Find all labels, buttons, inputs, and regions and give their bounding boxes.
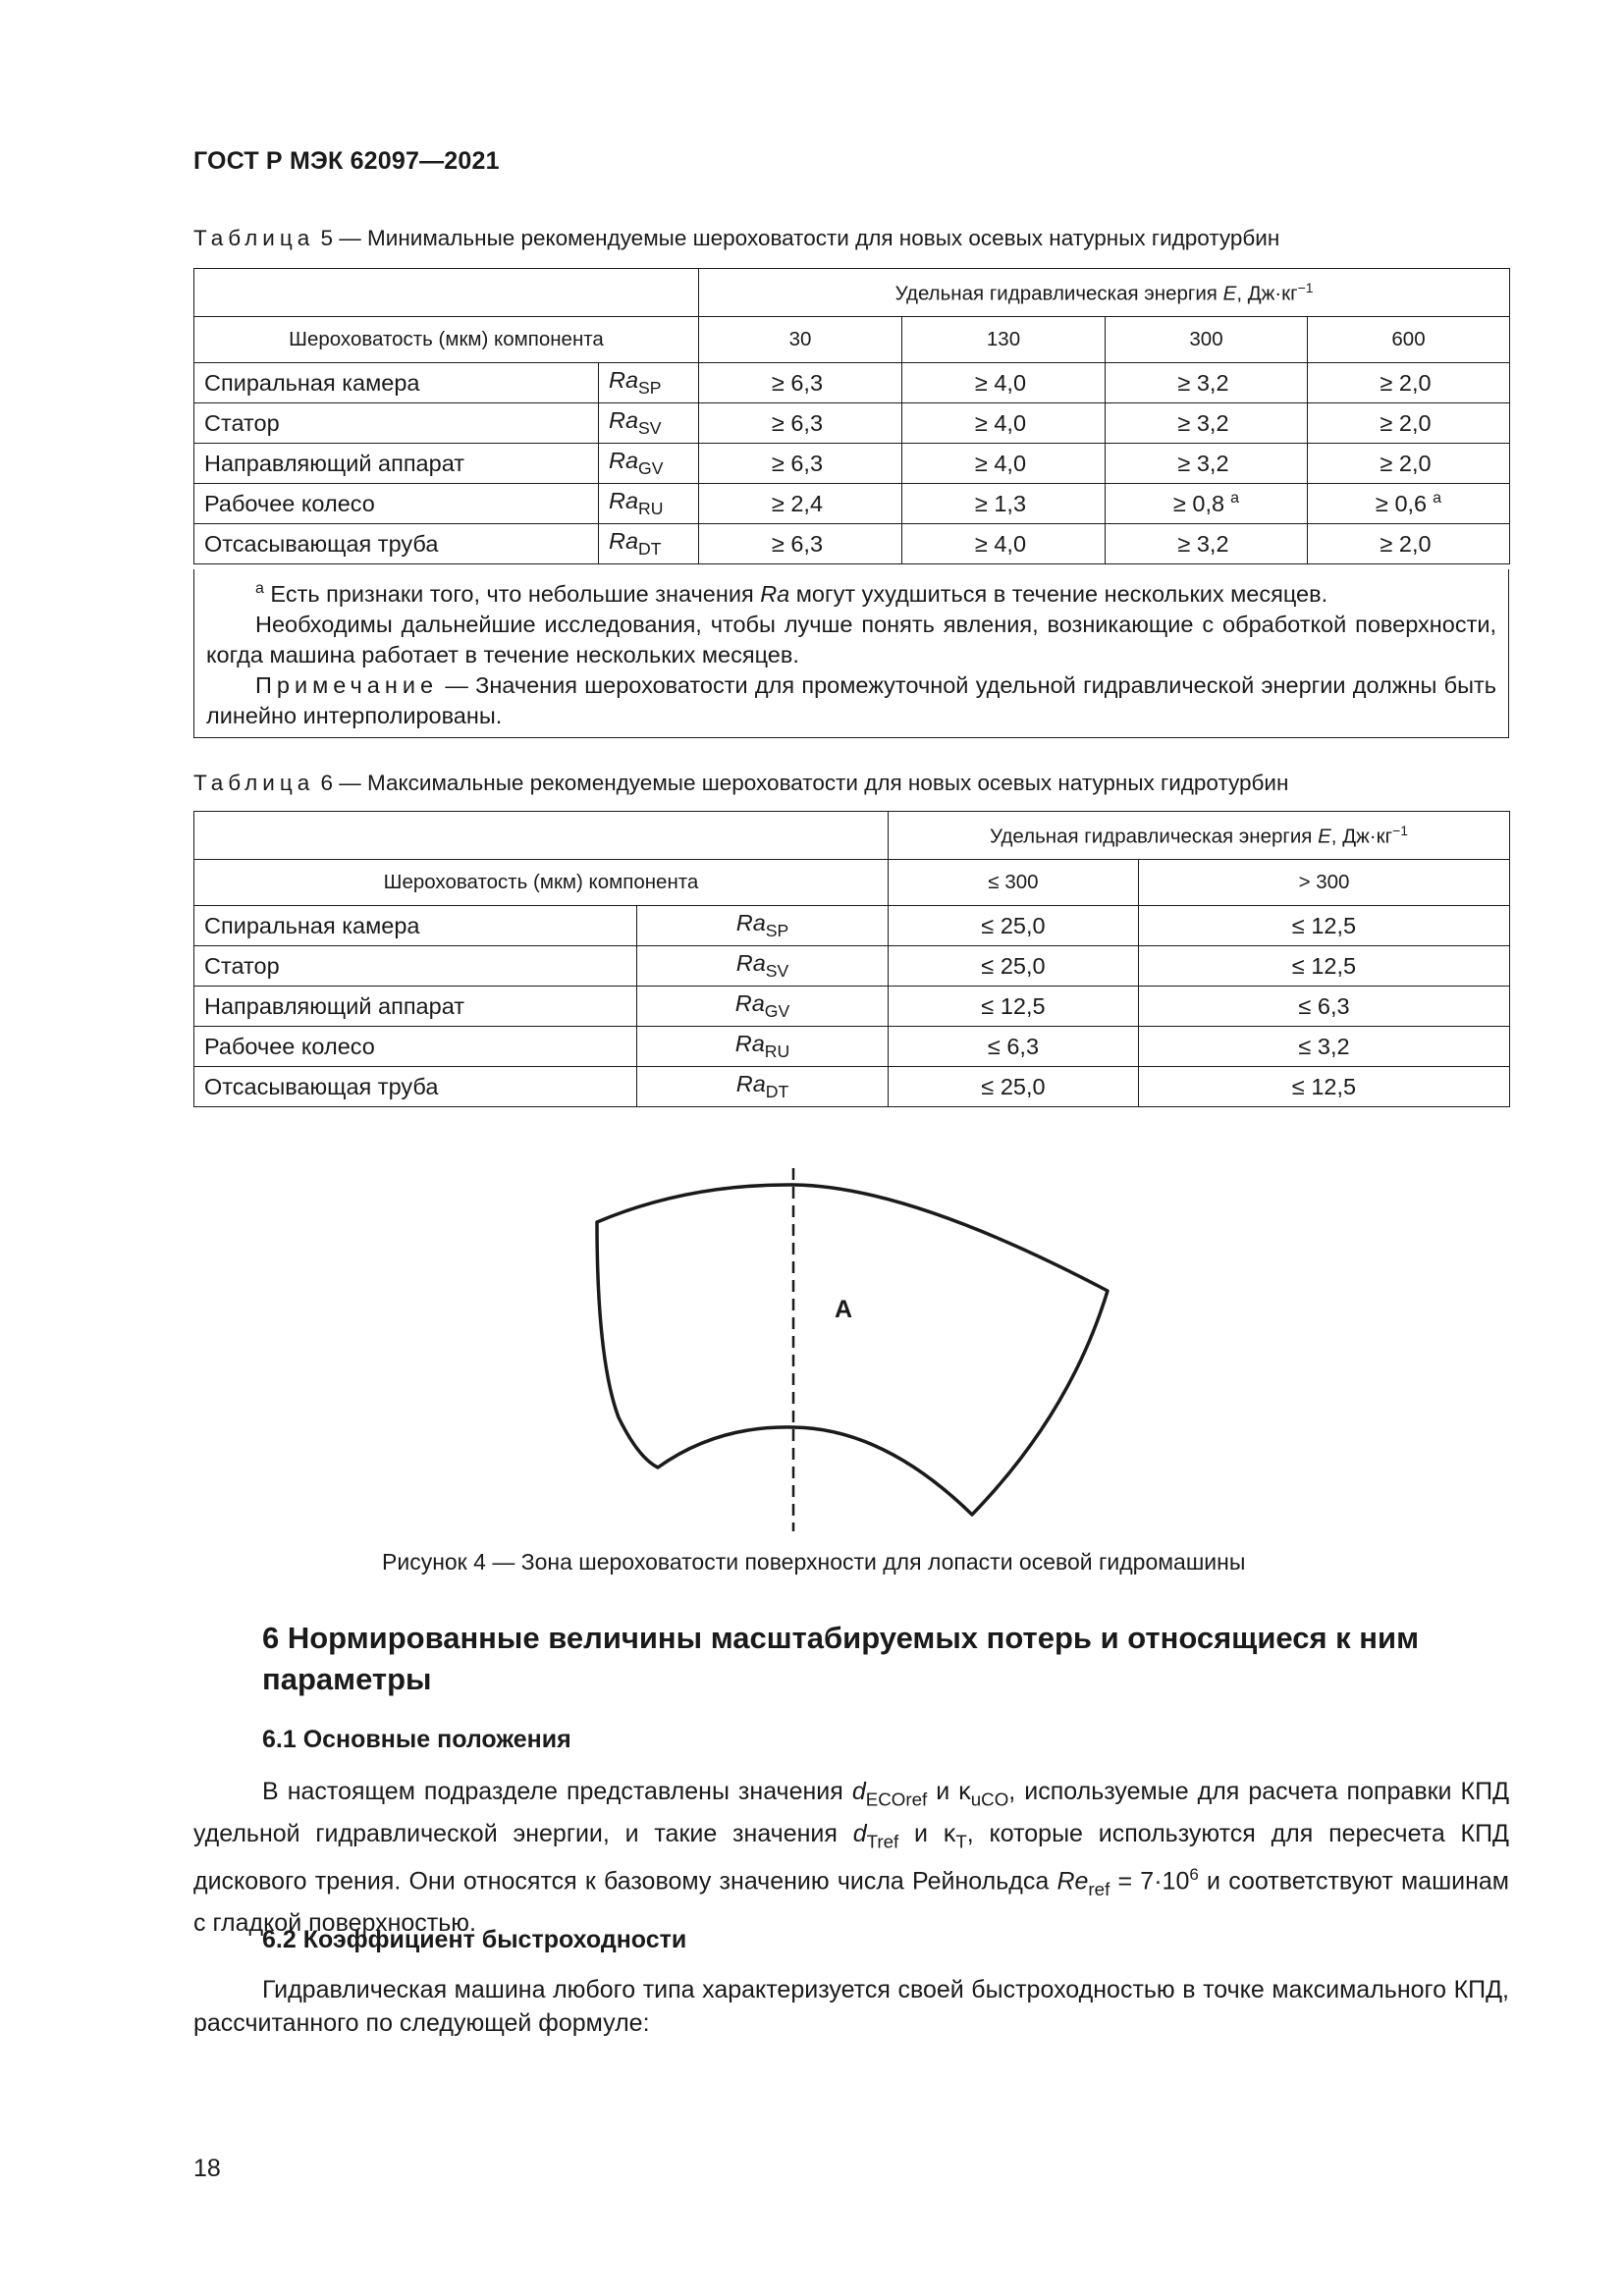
table6-caption-word: Таблица xyxy=(193,771,315,795)
roughness-value: ≥ 1,3 xyxy=(902,484,1106,524)
table5-caption-word: Таблица xyxy=(193,226,315,250)
roughness-value: ≤ 25,0 xyxy=(889,1067,1139,1107)
roughness-value: ≥ 2,0 xyxy=(1308,524,1510,564)
roughness-value: ≥ 0,8 $^a$ xyxy=(1106,484,1308,524)
table6 xyxy=(193,811,1510,1107)
roughness-value: ≥ 3,2 xyxy=(1106,403,1308,444)
component-name: Отсасывающая труба xyxy=(194,524,599,564)
table5-corner-cell xyxy=(194,269,699,317)
roughness-symbol: $Ra_{RU}$ xyxy=(599,484,699,524)
table5-col-header: 30 xyxy=(699,317,902,363)
roughness-value: ≥ 3,2 xyxy=(1106,524,1308,564)
table6-row xyxy=(194,946,1510,987)
table5-col-header: 300 xyxy=(1106,317,1308,363)
table6-energy-header: Удельная гидравлическая энергия E, $Дж\cdot кг^{-1}$ xyxy=(889,812,1510,860)
roughness-value: ≤ 12,5 xyxy=(1139,946,1510,987)
roughness-value: ≥ 3,2 xyxy=(1106,363,1308,403)
roughness-value: ≤ 3,2 xyxy=(1139,1027,1510,1067)
component-name: Направляющий аппарат xyxy=(194,444,599,484)
roughness-symbol: $Ra_{DT}$ xyxy=(637,1067,889,1107)
table5-energy-header: Удельная гидравлическая энергия E, $Дж\cdot кг^{-1}$ xyxy=(699,269,1510,317)
table5-notes xyxy=(193,569,1509,738)
table5-caption xyxy=(193,226,1279,251)
roughness-symbol: $Ra_{GV}$ xyxy=(637,987,889,1027)
roughness-symbol: $Ra_{SP}$ xyxy=(599,363,699,403)
blade-zone-outline xyxy=(597,1185,1108,1515)
section62-title: 6.2 Коэффициент быстроходности xyxy=(262,1926,687,1953)
table6-corner-cell xyxy=(194,812,889,860)
roughness-value: ≥ 3,2 xyxy=(1106,444,1308,484)
table5-col-header: 600 xyxy=(1308,317,1510,363)
roughness-symbol: $Ra_{DT}$ xyxy=(599,524,699,564)
roughness-symbol: $Ra_{SP}$ xyxy=(637,906,889,946)
table5-note: Примечание — Значения шероховатости для промежуточной удельной гидравлической энергии должны быть линейно интерполированы. xyxy=(206,671,1496,728)
section61-title: 6.1 Основные положения xyxy=(262,1726,571,1753)
table5-row xyxy=(194,403,1510,444)
roughness-value: ≥ 4,0 xyxy=(902,524,1106,564)
figure4-caption: Рисунок 4 — Зона шероховатости поверхности для лопасти осевой гидромашины xyxy=(382,1549,1246,1575)
table6-caption xyxy=(193,771,1288,796)
component-name: Рабочее колесо xyxy=(194,484,599,524)
roughness-value: ≤ 12,5 xyxy=(1139,1067,1510,1107)
table5-caption-text: 5 — Минимальные рекомендуемые шероховатости для новых осевых натурных гидротурбин xyxy=(320,226,1280,250)
component-name: Статор xyxy=(194,946,637,987)
component-name: Статор xyxy=(194,403,599,444)
component-name: Спиральная камера xyxy=(194,363,599,403)
document-header: ГОСТ Р МЭК 62097—2021 xyxy=(193,147,500,175)
roughness-value: ≤ 25,0 xyxy=(889,946,1139,987)
component-name: Направляющий аппарат xyxy=(194,987,637,1027)
roughness-symbol: $Ra_{SV}$ xyxy=(599,403,699,444)
roughness-value: ≥ 2,0 xyxy=(1308,363,1510,403)
table5-component-header: Шероховатость (мкм) компонента xyxy=(194,317,699,363)
page-number: 18 xyxy=(193,2155,221,2182)
table6-row xyxy=(194,1067,1510,1107)
roughness-value: ≥ 6,3 xyxy=(699,403,902,444)
table6-component-header: Шероховатость (мкм) компонента xyxy=(194,860,889,906)
table6-col-header: ≤ 300 xyxy=(889,860,1139,906)
zone-label-a: A xyxy=(835,1296,853,1323)
table5-row xyxy=(194,444,1510,484)
table5-footnote-continuation: Необходимы дальнейшие исследования, чтобы лучше понять явления, возникающие с обработкой поверхности, когда машина работает в течение нескольких месяцев. xyxy=(206,611,1496,667)
roughness-value: ≥ 4,0 xyxy=(902,363,1106,403)
table6-row xyxy=(194,987,1510,1027)
component-name: Рабочее колесо xyxy=(194,1027,637,1067)
roughness-symbol: $Ra_{RU}$ xyxy=(637,1027,889,1067)
table6-row xyxy=(194,1027,1510,1067)
roughness-value: ≥ 6,3 xyxy=(699,524,902,564)
roughness-value: ≥ 2,0 xyxy=(1308,444,1510,484)
roughness-value: ≥ 4,0 xyxy=(902,444,1106,484)
table5-row xyxy=(194,524,1510,564)
table5-row xyxy=(194,363,1510,403)
roughness-value: ≥ 4,0 xyxy=(902,403,1106,444)
section62-paragraph: Гидравлическая машина любого типа характеризуется своей быстроходностью в точке максимального КПД, рассчитанного по следующей формуле: xyxy=(193,1976,1509,2037)
table5-row xyxy=(194,484,1510,524)
table5 xyxy=(193,268,1510,564)
table5-footnote: $^a$ Есть признаки того, что небольшие значения Ra могут ухудшиться в течение нескольких месяцев. xyxy=(255,580,1328,607)
component-name: Спиральная камера xyxy=(194,906,637,946)
roughness-value: ≤ 6,3 xyxy=(889,1027,1139,1067)
table6-caption-text: 6 — Максимальные рекомендуемые шероховатости для новых осевых натурных гидротурбин xyxy=(320,771,1289,795)
roughness-symbol: $Ra_{SV}$ xyxy=(637,946,889,987)
roughness-value: ≥ 6,3 xyxy=(699,363,902,403)
roughness-value: ≤ 6,3 xyxy=(1139,987,1510,1027)
blade-roughness-figure xyxy=(540,1168,1129,1531)
section61-paragraph: В настоящем подразделе представлены значения $d_{ECOref}$ и $\kappa_{uCO}$, используемые для расчета поправки КПД удельной гидравлической энергии, и такие значения $d_{Tref}$ и $\kappa_T$, которые используются для пересчета КПД дискового трения. Они относятся к базовому значению числа Рейнольдса $Re_{ref} = 7\cdot 10^6$ и соответствуют машинам с гладкой поверхностью. xyxy=(193,1778,1509,1938)
roughness-value: ≤ 25,0 xyxy=(889,906,1139,946)
roughness-value: ≥ 0,6 $^a$ xyxy=(1308,484,1510,524)
table6-col-header: > 300 xyxy=(1139,860,1510,906)
roughness-value: ≥ 6,3 xyxy=(699,444,902,484)
table6-row xyxy=(194,906,1510,946)
section6-title: 6 Нормированные величины масштабируемых потерь и относящиеся к ним параметры xyxy=(262,1621,1419,1696)
roughness-symbol: $Ra_{GV}$ xyxy=(599,444,699,484)
table5-col-header: 130 xyxy=(902,317,1106,363)
roughness-value: ≥ 2,4 xyxy=(699,484,902,524)
roughness-value: ≥ 2,0 xyxy=(1308,403,1510,444)
roughness-value: ≤ 12,5 xyxy=(889,987,1139,1027)
component-name: Отсасывающая труба xyxy=(194,1067,637,1107)
roughness-value: ≤ 12,5 xyxy=(1139,906,1510,946)
